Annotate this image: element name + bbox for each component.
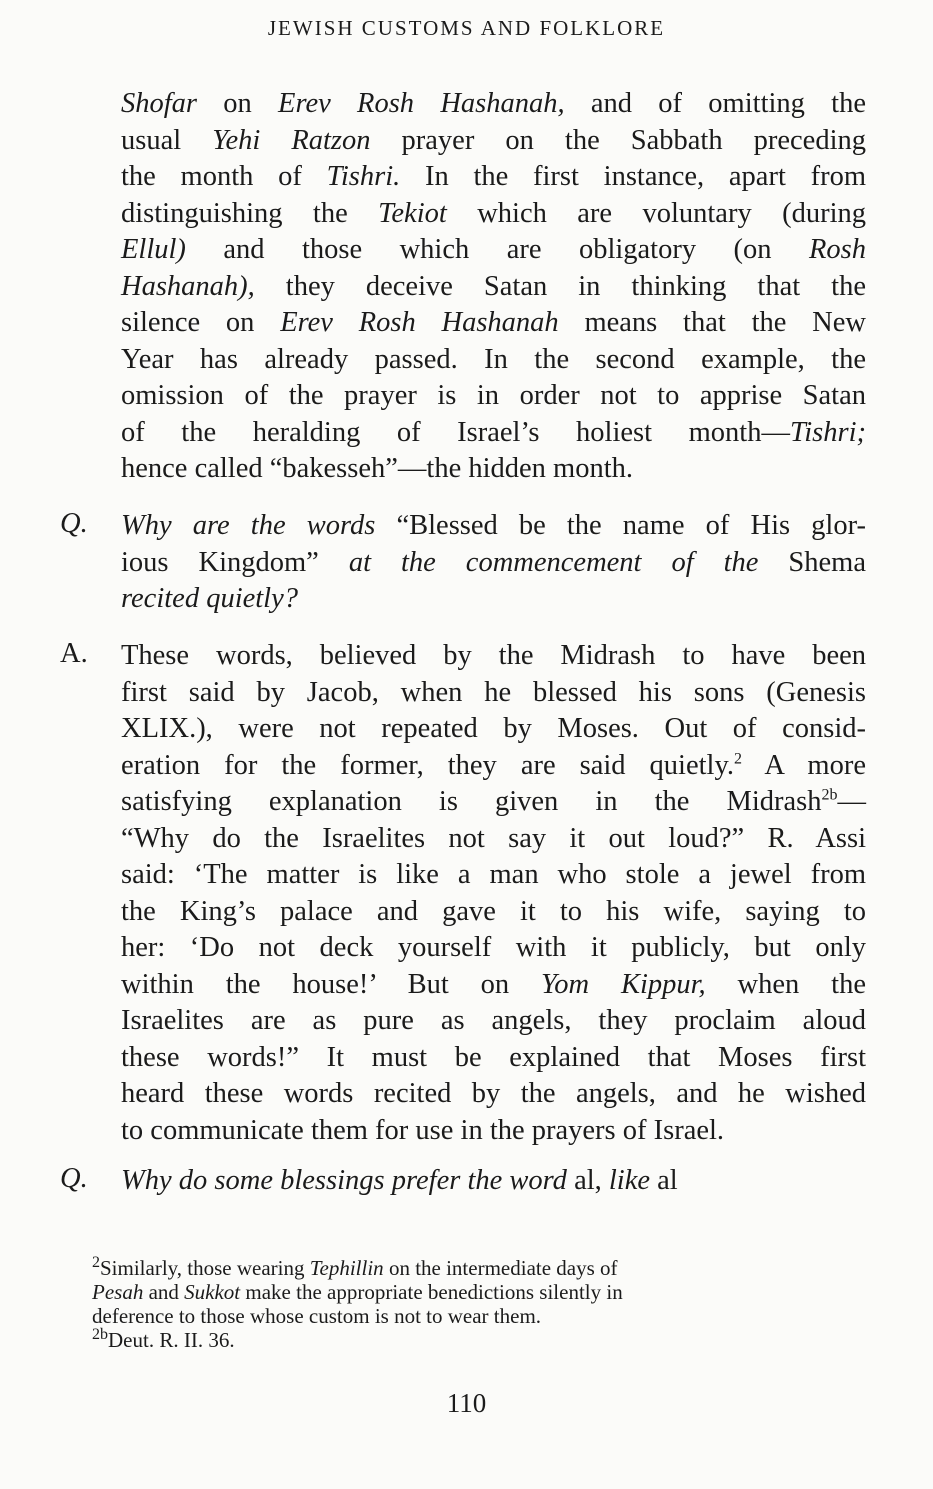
text-line: recited quietly?	[121, 583, 298, 614]
text-line: first said by Jacob, when he blessed his sons (Genesis	[121, 676, 866, 708]
question-marker: Q.	[60, 1163, 88, 1194]
text-line: the King’s palace and gave it to his wife, saying to	[121, 895, 866, 927]
text-line: hence called “bakesseh”—the hidden month.	[121, 453, 634, 484]
text-line: of the heralding of Israel’s holiest month—Tishri;	[121, 416, 866, 448]
text-line: to communicate them for use in the prayers of Israel.	[121, 1114, 725, 1146]
text-line: Pesah and Sukkot make the appropriate benedictions silently in	[92, 1280, 623, 1304]
text-line: $^2$Similarly, those wearing Tephillin on the intermediate days of	[92, 1254, 618, 1280]
text-line: her: ‘Do not deck yourself with it publicly, but only	[121, 932, 866, 963]
text-line: $^{2b}$Deut. R. II. 36.	[92, 1326, 235, 1352]
text-line: XLIX.), were not repeated by Moses. Out of consid-	[121, 713, 866, 744]
text-line: Hashanah), they deceive Satan in thinking that the	[121, 270, 866, 302]
paragraph-continuation	[121, 86, 866, 488]
text-line: said: ‘The matter is like a man who stole a jewel from	[121, 859, 866, 890]
text-line: Israelites are as pure as angels, they proclaim aloud	[121, 1005, 866, 1036]
text-line: Why do some blessings prefer the word al, like al	[121, 1165, 678, 1196]
question-marker: Q.	[60, 508, 88, 539]
page-number: 110	[446, 1388, 487, 1418]
text-line: These words, believed by the Midrash to have been	[121, 640, 866, 671]
text-line: these words!” It must be explained that Moses first	[121, 1041, 866, 1073]
text-line: the month of Tishri. In the first instance, apart from	[121, 161, 866, 192]
text-line: Shofar on Erev Rosh Hashanah, and of omitting the	[121, 88, 866, 119]
question-2	[121, 1163, 866, 1200]
text-line: Ellul) and those which are obligatory (on Rosh	[121, 234, 866, 265]
text-line: Why are the words “Blessed be the name of His glor-	[121, 510, 867, 541]
text-line: omission of the prayer is in order not to apprise Satan	[121, 380, 866, 411]
text-line: within the house!’ But on Yom Kippur, when the	[121, 968, 866, 1000]
footnotes	[92, 1256, 867, 1352]
text-line: Year has already passed. In the second example, the	[121, 343, 866, 375]
running-header: JEWISH CUSTOMS AND FOLKLORE	[267, 16, 666, 40]
text-line: ious Kingdom” at the commencement of the Shema	[121, 546, 866, 578]
answer-1	[121, 638, 866, 1149]
text-line: deference to those whose custom is not to wear them.	[92, 1304, 542, 1328]
text-line: eration for the former, they are said quietly.$^2$ A more	[121, 749, 866, 781]
text-line: distinguishing the Tekiot which are voluntary (during	[121, 197, 866, 229]
text-line: “Why do the Israelites not say it out loud?” R. Assi	[121, 822, 866, 854]
answer-marker: A.	[60, 638, 88, 669]
text-line: silence on Erev Rosh Hashanah means that the New	[121, 307, 866, 338]
text-line: heard these words recited by the angels, and he wished	[121, 1078, 866, 1109]
question-1	[121, 508, 866, 618]
text-line: satisfying explanation is given in the Midrash$^{2b}$—	[121, 786, 866, 817]
text-line: usual Yehi Ratzon prayer on the Sabbath preceding	[121, 124, 866, 156]
